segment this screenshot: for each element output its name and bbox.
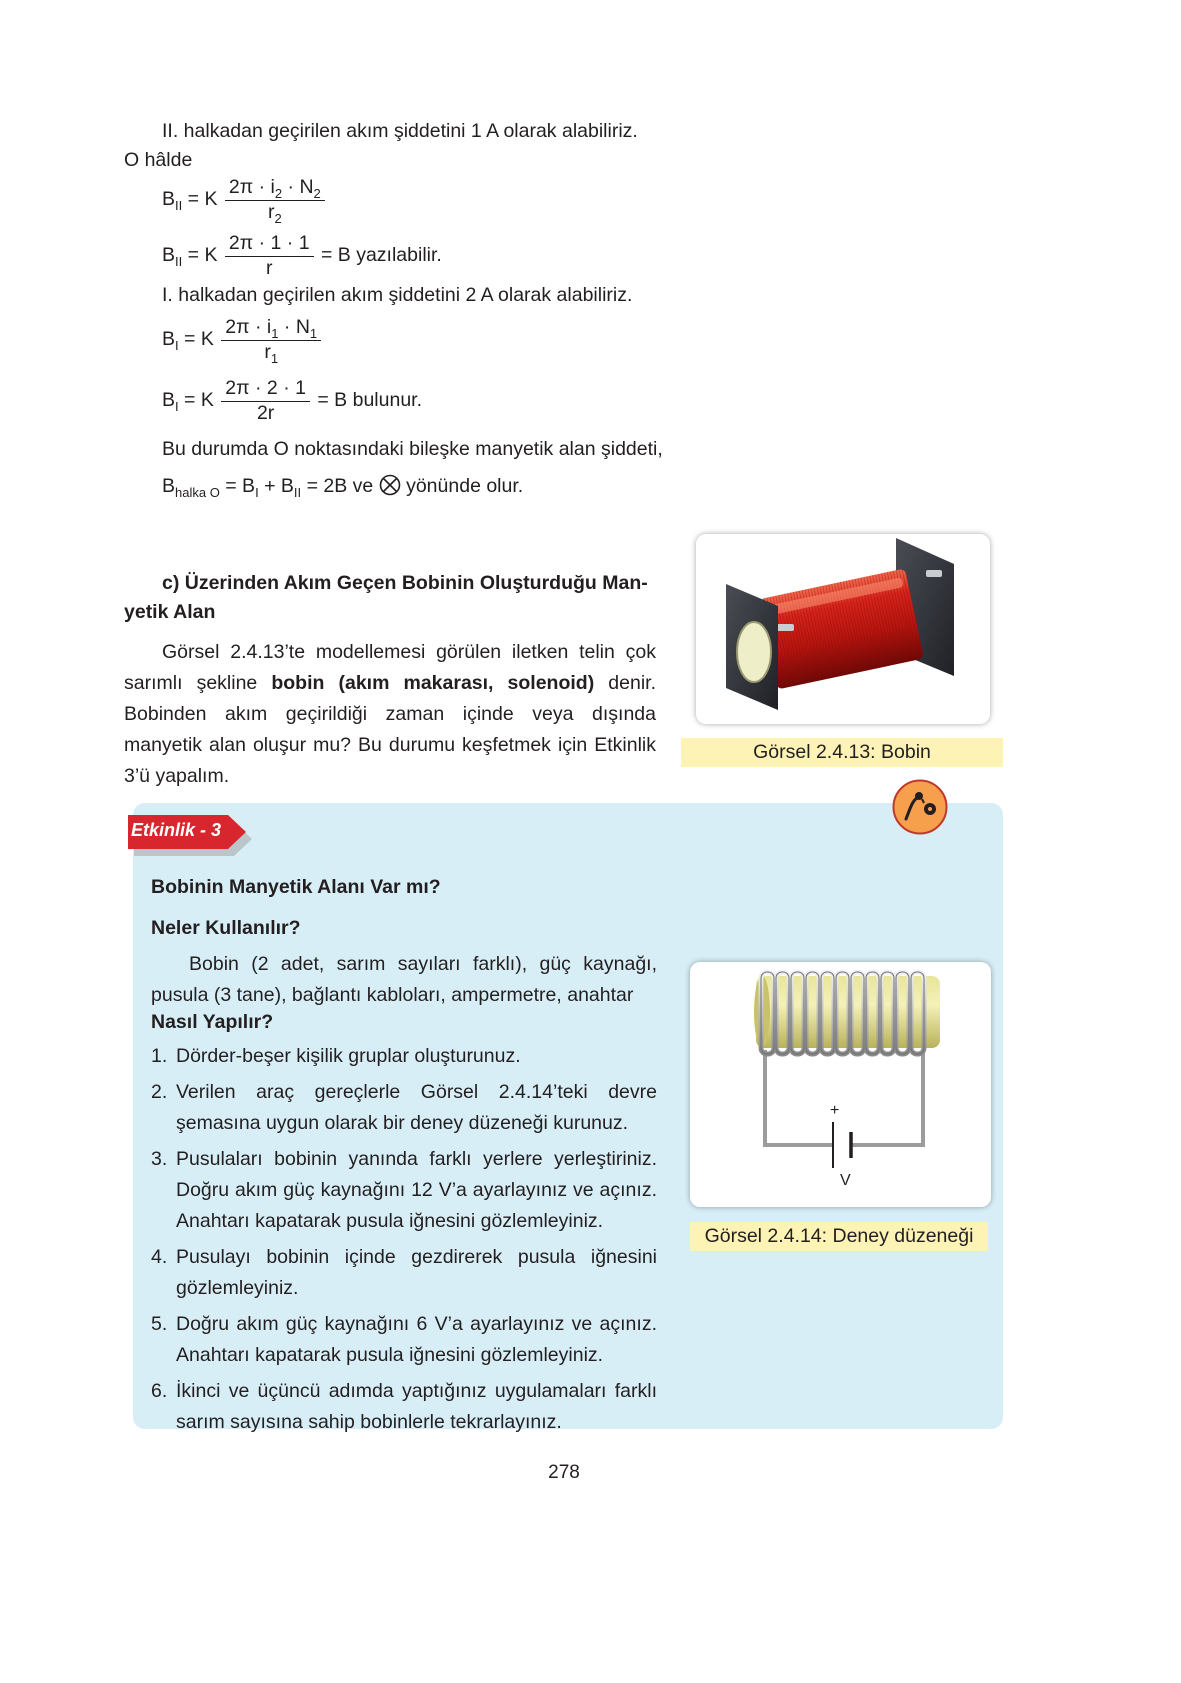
experiment-badge-icon (892, 779, 948, 835)
equation-total-field: $B_{halka O} = B_I + B_{II} = 2B$ ve yönünde olur. (162, 475, 524, 500)
coil-photo (696, 534, 990, 724)
list-item: 3. Pusulaları bobinin yanında farklı yerlere yerleştiriniz. Doğru akım güç kaynağını 12 V’a ayarlayınız ve açınız. Anahtarı kapatarak pusula iğnesini gözlemleyiniz. (151, 1148, 657, 1232)
materials-text: Bobin (2 adet, sarım sayıları farklı), güç kaynağı, pusula (3 tane), bağlantı kabloları, ampermetre, anahtar (151, 953, 657, 1006)
equation-b2-general: $B_{II} = K$ $\frac{2\pi \cdot i_2 \cdot N_2}{r_2}$ (162, 176, 327, 224)
list-item: 2. Verilen araç gereçlerle Görsel 2.4.14’teki devre şemasına uygun olarak bir deney düzeneği kurunuz. (151, 1081, 657, 1134)
list-item: 6. İkinci ve üçüncü adımda yaptığınız uygulamaları farklı sarım sayısına sahip bobinlerle tekrarlayınız. (151, 1380, 657, 1433)
page-number: 278 (548, 1462, 580, 1483)
figure1-caption: Görsel 2.4.13: Bobin (681, 738, 1003, 767)
list-item: 1. Dörder-beşer kişilik gruplar oluşturunuz. (151, 1045, 521, 1067)
circuit-diagram (690, 962, 991, 1207)
list-item: 4. Pusulayı bobinin içinde gezdirerek pusula iğnesini gözlemleyiniz. (151, 1246, 657, 1299)
activity-title: Bobinin Manyetik Alanı Var mı? (151, 876, 441, 898)
result-line: Bu durumda O noktasındaki bileşke manyetik alan şiddeti, (162, 438, 663, 460)
section-heading-line1: c) Üzerinden Akım Geçen Bobinin Oluşturduğu Man- (162, 572, 648, 594)
section-paragraph: Görsel 2.4.13’te modellemesi görülen iletken telin çok sarımlı şekline bobin (akım makarası, solenoid) denir. Bobinden akım geçirildiği zaman içinde veya dışında manyetik alan oluşur mu? Bu durumu keşfetmek için Etkinlik 3’ü yapalım. (124, 641, 656, 787)
activity-tag-label: Etkinlik - 3 (131, 820, 222, 840)
o-halde-text: O hâlde (124, 149, 193, 171)
steps-list (151, 1041, 657, 1443)
cross-circle-icon (379, 474, 401, 502)
voltage-label: V (840, 1172, 851, 1189)
list-item: 5. Doğru akım güç kaynağını 6 V’a ayarlayınız ve açınız. Anahtarı kapatarak pusula iğnesini gözlemleyiniz. (151, 1313, 657, 1366)
figure2-caption: Görsel 2.4.14: Deney düzeneği (690, 1222, 988, 1251)
how-heading: Nasıl Yapılır? (151, 1011, 274, 1033)
intro-line: II. halkadan geçirilen akım şiddetini 1 A olarak alabiliriz. (162, 120, 638, 142)
equation-b1-value: $B_I = K$ $\frac{2\pi \cdot 2 \cdot 1}{2r}$ = B bulunur. (162, 377, 422, 424)
battery-plus-label: + (830, 1102, 840, 1119)
equation-b1-general: $B_I = K$ $\frac{2\pi \cdot i_1 \cdot N_1}{r_1}$ (162, 316, 323, 364)
line-ring-one: I. halkadan geçirilen akım şiddetini 2 A olarak alabiliriz. (162, 284, 633, 306)
section-heading-line2: yetik Alan (124, 601, 216, 623)
materials-heading: Neler Kullanılır? (151, 917, 301, 939)
equation-b2-value: $B_{II} = K$ $\frac{2\pi \cdot 1 \cdot 1}{r}$ = B yazılabilir. (162, 232, 442, 279)
